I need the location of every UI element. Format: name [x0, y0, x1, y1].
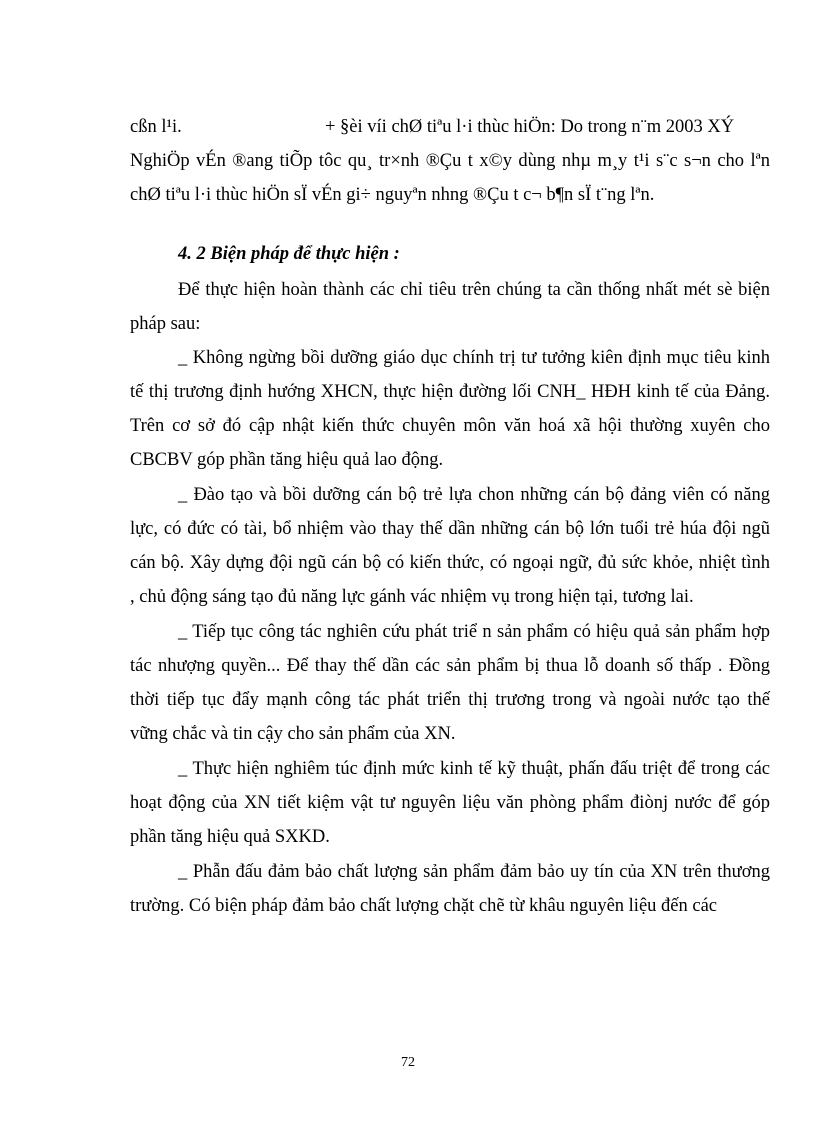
paragraph-line: phần tăng hiệu quả SXKD. — [130, 827, 330, 847]
text-line: NghiÖp vÉn ®ang tiÕp tôc qu¸ tr×nh ®Çu t x©y dùng nhµ m¸y t¹i s¨c s¬n cho lªn — [130, 151, 770, 171]
paragraph-line: _ Thực hiện nghiêm túc định mức kinh tế kỹ thuật, phấn đấu triệt để trong các — [178, 759, 770, 779]
paragraph-line: Để thực hiện hoàn thành các chỉ tiêu trên chúng ta cần thống nhất mét sè biện — [178, 280, 770, 300]
paragraph-line: hoạt động của XN tiết kiệm vật tư nguyên liệu văn phòng phẩm điònj nước để góp — [130, 793, 770, 813]
paragraph-line: vững chắc và tin cậy cho sản phẩm của XN. — [130, 724, 456, 744]
text-fragment: + §èi víi chØ tiªu l·i thùc hiÖn: Do trong n¨m 2003 XÝ — [325, 117, 735, 137]
paragraph-line: cán bộ. Xây dựng đội ngũ cán bộ có kiến thức, có ngoại ngữ, đủ sức khỏe, nhiệt tình — [130, 553, 770, 573]
paragraph-line: lực, có đức có tài, bổ nhiệm vào thay thế dần những cán bộ lớn tuổi trẻ húa đội ngũ — [130, 519, 770, 539]
text-fragment: cßn l¹i. — [130, 117, 182, 137]
paragraph-line: , chủ động sáng tạo đủ năng lực gánh vác nhiệm vụ trong hiện tại, tương lai. — [130, 587, 694, 607]
paragraph-line: tác nhượng quyền... Để thay thế dần các sản phẩm bị thua lỗ doanh số thấp . Đồng — [130, 656, 770, 676]
paragraph-line: _ Đào tạo và bồi dưỡng cán bộ trẻ lựa chon những cán bộ đảng viên có năng — [178, 485, 770, 505]
paragraph-line: Trên cơ sở đó cập nhật kiến thức chuyên môn văn hoá xã hội thường xuyên cho — [130, 416, 770, 436]
paragraph-line: tế thị trương định hướng XHCN, thực hiện đường lối CNH_ HĐH kinh tế của Đảng. — [130, 382, 770, 402]
page-number: 72 — [401, 1055, 415, 1070]
text-line: chØ tiªu l·i thùc hiÖn sÏ vÉn gi÷ nguyªn nhng ®Çu t c¬ b¶n sÏ t¨ng lªn. — [130, 185, 655, 205]
paragraph-line: trường. Có biện pháp đảm bảo chất lượng chặt chẽ từ khâu nguyên liệu đến các — [130, 896, 717, 916]
paragraph-line: _ Tiếp tục công tác nghiên cứu phát triể n sản phẩm có hiệu quả sản phẩm hợp — [178, 622, 770, 642]
paragraph-line: thời tiếp tục đẩy mạnh công tác phát triển thị trương trong và ngoài nước tạo thế — [130, 690, 770, 710]
paragraph-line: _ Phẫn đấu đảm bảo chất lượng sản phẩm đảm bảo uy tín của XN trên thương — [178, 862, 770, 882]
paragraph-line: CBCBV góp phần tăng hiệu quả lao động. — [130, 450, 444, 470]
paragraph-line: _ Không ngừng bồi dưỡng giáo dục chính trị tư tưởng kiên định mục tiêu kinh — [178, 348, 770, 368]
paragraph-line: pháp sau: — [130, 314, 201, 334]
section-heading: 4. 2 Biện pháp để thực hiện : — [178, 244, 400, 264]
